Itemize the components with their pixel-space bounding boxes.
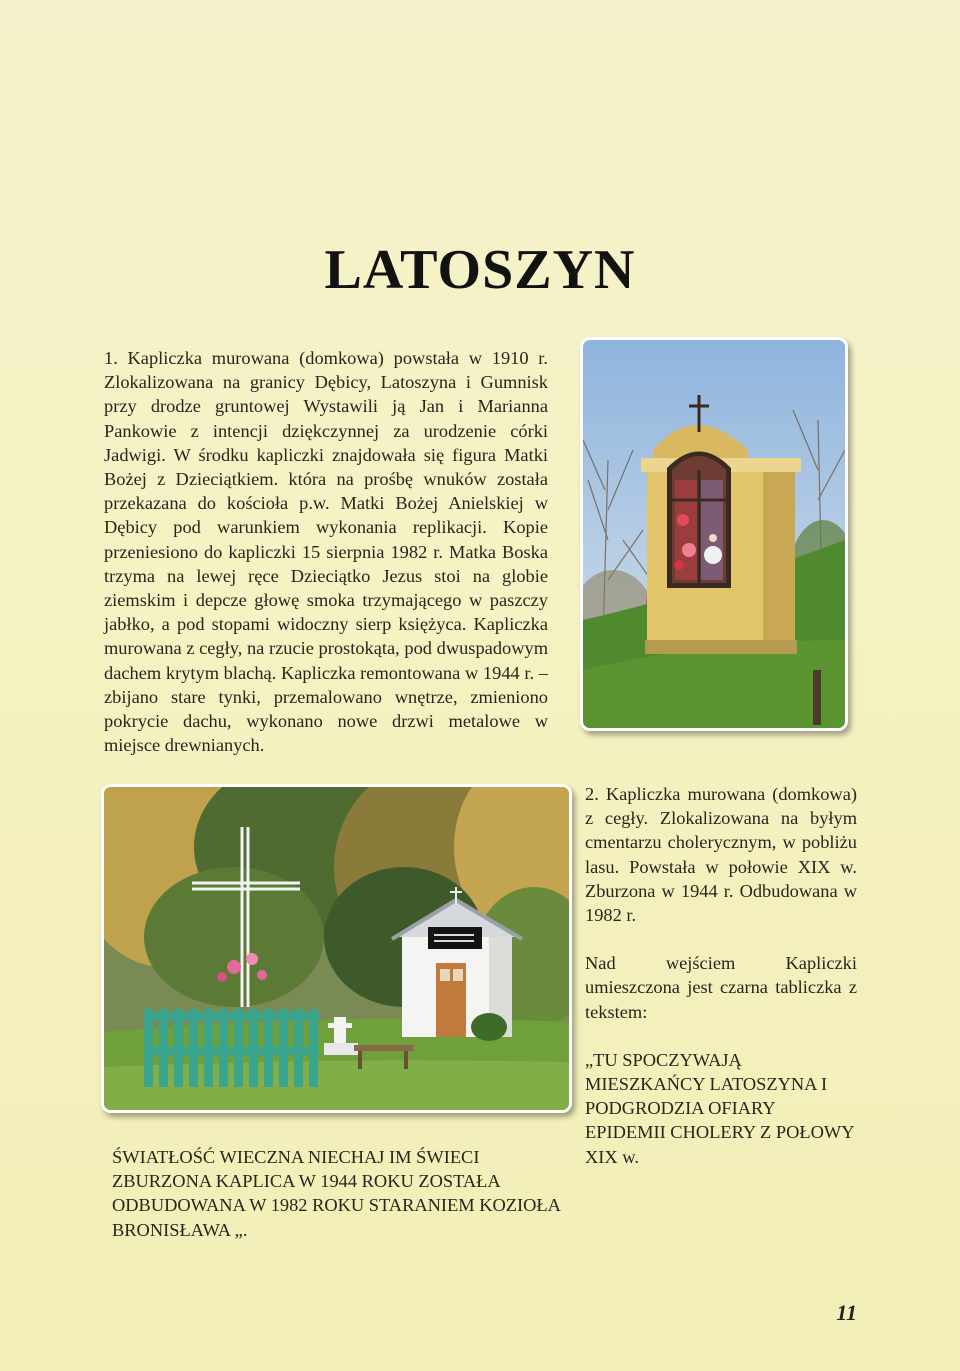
section-2 bbox=[585, 782, 857, 1169]
white-chapel-with-cross-photo bbox=[101, 784, 572, 1113]
plaque-inscription-part-2: ŚWIATŁOŚĆ WIECZNA NIECHAJ IM ŚWIECI ZBURZONA KAPLICA W 1944 ROKU ZOSTAŁA ODBUDOWANA W 1982 ROKU STARANIEM KOZIOŁA BRONISŁAWA „. bbox=[112, 1147, 560, 1240]
page-number: 11 bbox=[836, 1300, 857, 1325]
yellow-chapel-illustration bbox=[583, 340, 845, 728]
section-2-text: 2. Kapliczka murowana (domkowa) z cegły. Zlokalizowana na byłym cmentarzu cholerycznym, w pobliżu lasu. Powstała w połowie XIX w. Zburzona w 1944 r. Odbudowana w 1982 r. bbox=[585, 784, 857, 926]
section-1-text: 1. Kapliczka murowana (domkowa) powstała w 1910 r. Zlokalizowana na granicy Dębicy, Latoszyna i Gumnisk przy drodze gruntowej Wystawili ją Jan i Marianna Pankowie z intencji dziękczynnej za urodzenie córki Jadwigi. W środku kapliczki znajdowała się figura Matki Bożej z Dzieciątkiem. która na prośbę wnuków została przekazana do kościoła p.w. Matki Bożej Anielskiej w Dębicy pod warunkiem wykonania replikacji. Kopie przeniesiono do kapliczki 15 sierpnia 1982 r. Matka Boska trzyma na lewej ręce Dzieciątko Jezus stoi na globie ziemskim i depcze głowę smoka trzymającego w paszczy jabłko, a pod stopami widoczny sierp księżyca. Kapliczka murowana z cegły, na rzucie prostokąta, pod dwuspadowym dachem krytym blachą. Kapliczka remontowana w 1944 r. – zbijano stare tynki, przemalowano wnętrze, zmieniono pokrycie dachu, wykonano nowe drzwi metalowe w miejsce drewnianych. bbox=[104, 348, 548, 756]
yellow-chapel-photo bbox=[580, 337, 848, 731]
white-chapel-illustration bbox=[104, 787, 569, 1110]
plaque-note: Nad wejściem Kapliczki umieszczona jest czarna tabliczka z tekstem: bbox=[585, 953, 857, 1022]
plaque-inscription-part-1: „TU SPOCZYWAJĄ MIESZKAŃCY LATOSZYNA I PODGRODZIA OFIARY EPIDEMII CHOLERY Z POŁOWY XIX w. bbox=[585, 1049, 854, 1167]
page-title: LATOSZYN bbox=[324, 239, 636, 301]
